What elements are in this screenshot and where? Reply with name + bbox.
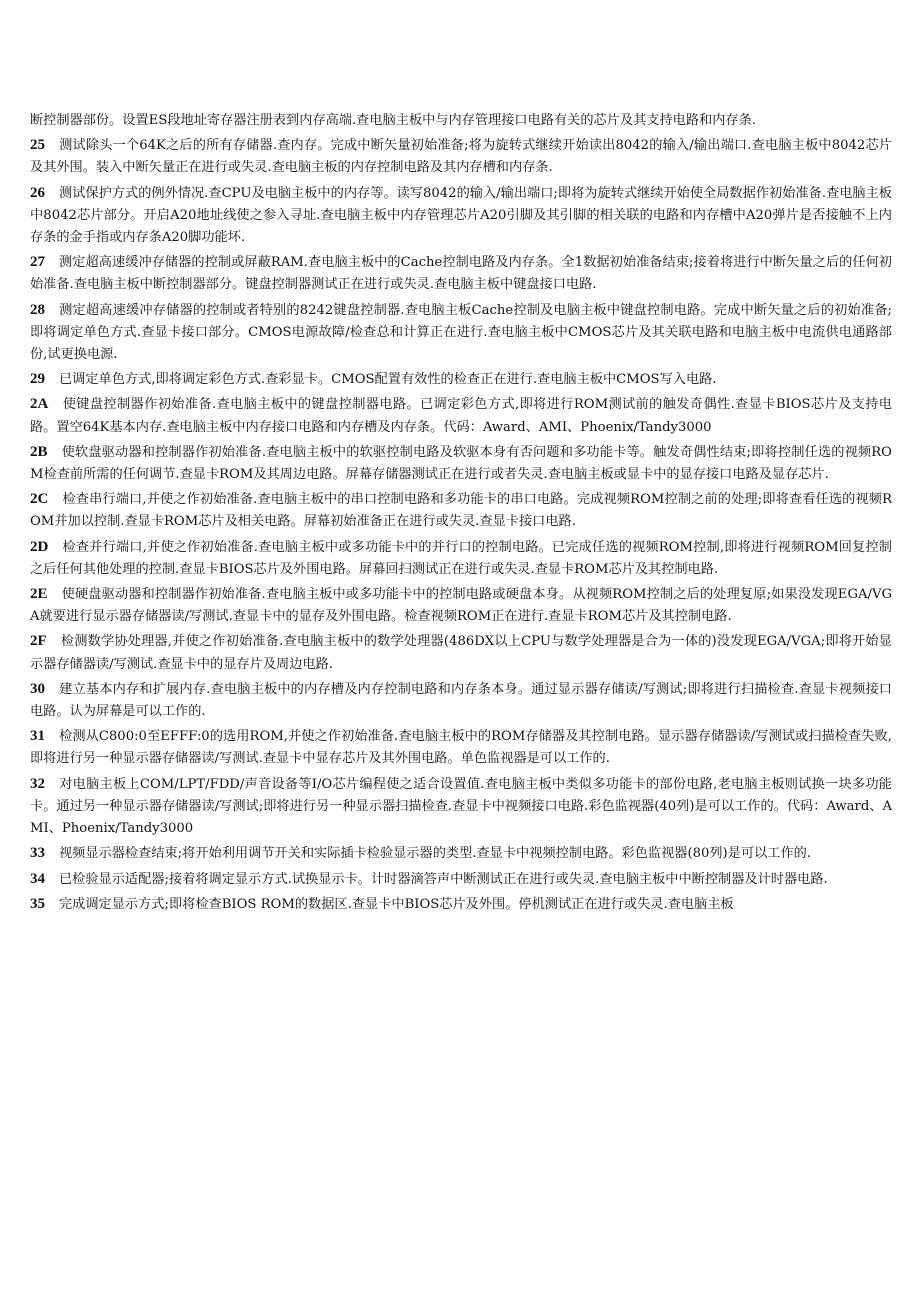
list-item — [30, 488, 892, 533]
post-code: 28 — [30, 301, 45, 318]
post-code-description: 对电脑主板上COM/LPT/FDD/声音设备等I/O芯片编程使之适合设置值.查电脑主板中类似多功能卡的部份电路,老电脑主板则试换一块多功能卡。通过另一种显示器存储器读/写测试;即将进行另一种显示器扫描检查.查显卡中视频接口电路.彩色监视器(40列)是可以工作的。代码：Award、AMI、Phoenix/Tandy3000 — [30, 776, 892, 837]
post-code: 2C — [30, 491, 49, 508]
post-code: 2B — [30, 443, 48, 460]
post-code: 35 — [30, 895, 45, 912]
post-code-description: 已调定单色方式,即将调定彩色方式.查彩显卡。CMOS配置有效性的检查正在进行.查电脑主板中CMOS写入电路. — [59, 372, 717, 388]
post-code-description: 使软盘驱动器和控制器作初始准备.查电脑主板中的软驱控制电路及软驱本身有否问题和多功能卡等。触发奇偶性结束;即将控制任选的视频ROM检查前所需的任何调节.查显卡ROM及其周边电路。屏幕存储器测试正在进行或者失灵.查电脑主板或显卡中的显存接口电路及显存芯片. — [30, 444, 892, 483]
list-item — [30, 725, 892, 770]
post-code: 27 — [30, 254, 45, 271]
list-item — [30, 299, 892, 367]
document-page — [30, 110, 892, 918]
list-item — [30, 773, 892, 841]
list-item — [30, 134, 892, 179]
post-code: 2E — [30, 586, 48, 603]
post-code-description: 测试除头一个64K之后的所有存储器.查内存。完成中断矢量初始准备;将为旋转式继续开始读出8042的输入/输出端口.查电脑主板中8042芯片及其外围。装入中断矢量正在进行或失灵.查电脑主板的内存控制电路及其内存槽和内存条. — [30, 138, 892, 176]
post-code: 32 — [30, 775, 45, 792]
list-item — [30, 842, 892, 865]
post-code: 2D — [30, 538, 49, 555]
list-item — [30, 251, 892, 296]
post-code-description: 测定超高速缓冲存储器的控制或者特别的8242键盘控制器.查电脑主板Cache控制及电脑主板中键盘控制电路。完成中断矢量之后的初始准备;即将调定单色方式.查显卡接口部分。CMOS电源故障/检查总和计算正在进行.查电脑主板中CMOS芯片及其关联电路和电脑主板中电流供电通路部份,试更换电源. — [30, 302, 892, 363]
list-item — [30, 536, 892, 581]
post-code: 29 — [30, 371, 45, 388]
post-code-description: 检查串行端口,并使之作初始准备.查电脑主板中的串口控制电路和多功能卡的串口电路。完成视频ROM控制之前的处理;即将查看任选的视频ROM并加以控制.查显卡ROM芯片及相关电路。屏幕初始准备正在进行或失灵.查显卡接口电路. — [30, 492, 892, 530]
post-code: 33 — [30, 845, 45, 862]
post-code: 25 — [30, 137, 45, 154]
post-code-description: 已检验显示适配器;接着将调定显示方式.试换显示卡。计时器滴答声中断测试正在进行或失灵.查电脑主板中中断控制器及计时器电路. — [59, 871, 828, 887]
post-code-description: 使键盘控制器作初始准备.查电脑主板中的键盘控制器电路。已调定彩色方式,即将进行ROM测试前的触发奇偶性.查显卡BIOS芯片及支持电路。置空64K基本内存.查电脑主板中内存接口电路和内存槽及内存条。代码：Award、AMI、Phoenix/Tandy3000 — [30, 397, 892, 435]
intro-text: 断控制器部份。设置ES段地址寄存器注册表到内存高端.查电脑主板中与内存管理接口电路有关的芯片及其支持电路和内存条. — [30, 113, 756, 128]
post-code: 34 — [30, 870, 45, 887]
intro-paragraph — [30, 110, 892, 132]
post-code-description: 检查并行端口,并使之作初始准备.查电脑主板中或多功能卡中的并行口的控制电路。已完成任选的视频ROM控制,即将进行视频ROM回复控制之后任何其他处理的控制.查显卡BIOS芯片及外围电路。屏幕回扫测试正在进行或失灵.查显卡ROM芯片及其控制电路. — [30, 539, 892, 577]
post-code-description: 视频显示器检查结束;将开始利用调节开关和实际插卡检验显示器的类型.查显卡中视频控制电路。彩色监视器(80列)是可以工作的. — [59, 846, 812, 862]
post-code-description: 完成调定显示方式;即将检查BIOS ROM的数据区.查显卡中BIOS芯片及外围。停机测试正在进行或失灵.查电脑主板 — [59, 896, 734, 912]
post-code: 2F — [30, 633, 47, 650]
list-item — [30, 182, 892, 250]
post-code-description: 检测数学协处理器,并使之作初始准备.查电脑主板中的数学处理器(486DX以上CPU与数学处理器是合为一体的)没发现EGA/VGA;即将开始显示器存储器读/写测试.查显卡中的显存片及周边电路. — [30, 634, 892, 672]
post-code: 2A — [30, 396, 49, 413]
list-item — [30, 630, 892, 675]
post-code: 30 — [30, 680, 45, 697]
post-code-description: 建立基本内存和扩展内存.查电脑主板中的内存槽及内存控制电路和内存条本身。通过显示器存储读/写测试;即将进行扫描检查.查显卡视频接口电路。认为屏幕是可以工作的. — [30, 681, 892, 720]
list-item — [30, 368, 892, 391]
post-code-description: 测定超高速缓冲存储器的控制或屏蔽RAM.查电脑主板中的Cache控制电路及内存条。全1数据初始准备结束;接着将进行中断矢量之后的任何初始准备.查电脑主板中断控制器部分。键盘控制器测试正在进行或失灵.查电脑主板中键盘接口电路. — [30, 255, 892, 293]
list-item — [30, 393, 892, 438]
list-item — [30, 893, 892, 916]
post-code-description: 检测从C800:0至EFFF:0的选用ROM,并使之作初始准备.查电脑主板中的ROM存储器及其控制电路。显示器存储器读/写测试或扫描检查失败,即将进行另一种显示器存储器读/写测试.查显卡中显存芯片及其外围电路。单色监视器是可以工作的. — [30, 729, 892, 767]
post-code: 31 — [30, 728, 45, 745]
list-item — [30, 583, 892, 628]
list-item — [30, 678, 892, 723]
post-code-description: 测试保护方式的例外情况.查CPU及电脑主板中的内存等。读写8042的输入/输出端口;即将为旋转式继续开始使全局数据作初始准备.查电脑主板中8042芯片部分。开启A20地址线使之参入寻址.查电脑主板中内存管理芯片A20引脚及其引脚的相关联的电路和内存槽中A20弹片是否接触不上内存条的金手指或内存条A20脚功能坏. — [30, 185, 892, 246]
post-code: 26 — [30, 184, 45, 201]
list-item — [30, 868, 892, 891]
post-code-description: 使硬盘驱动器和控制器作初始准备.查电脑主板中或多功能卡中的控制电路或硬盘本身。从视频ROM控制之后的处理复原;如果没发现EGA/VGA就要进行显示器存储器读/写测试.查显卡中的显存及外围电路。检查视频ROM正在进行.查显卡ROM芯片及其控制电路. — [30, 587, 892, 625]
list-item — [30, 441, 892, 486]
